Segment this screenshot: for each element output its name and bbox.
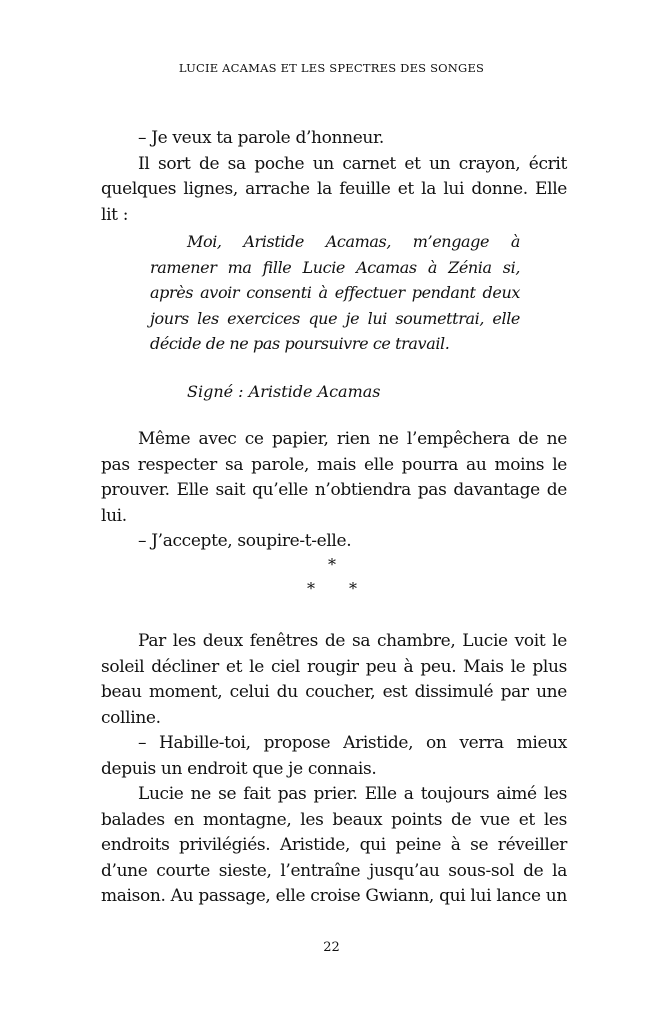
quote-text: Moi, Aristide Acamas, m’engage à ramener ma fille Lucie Acamas à Zénia si, après avoir consenti à effectuer pendant deux jours les exercices que je lui soumettrai, elle décide de ne pas poursuivre ce travail. (150, 232, 520, 353)
paragraph-block-1 (101, 126, 567, 228)
running-head: LUCIE ACAMAS ET LES SPECTRES DES SONGES (178, 61, 485, 75)
paragraph: Il sort de sa poche un carnet et un crayon, écrit quelques lignes, arrache la feuille et la lui donne. Elle lit : (101, 153, 567, 225)
paragraph-continued: Lucie ne se fait pas prier. Elle a toujours aimé les balades en montagne, les beaux points de vue et les endroits privilégiés. Aristide, qui peine à se réveiller d’une courte sieste, l’entraîne jusqu’au sous-sol de la maison. Au passage, elle croise Gwiann, qui lui lance un (101, 784, 567, 906)
paragraph-block-2 (101, 427, 567, 555)
paragraph: Même avec ce papier, rien ne l’empêchera de ne pas respecter sa parole, mais elle pourra au moins le prouver. Elle sait qu’elle n’obtiendra pas davantage de lui. (101, 429, 567, 526)
paragraph-block-3 (101, 629, 567, 910)
page-number: 22 (323, 940, 340, 955)
dialogue-line: – J’accepte, soupire-t-elle. (138, 531, 352, 551)
section-separator-star: * (307, 579, 315, 598)
section-separator-star: * (328, 555, 336, 574)
paragraph: Par les deux fenêtres de sa chambre, Lucie voit le soleil décliner et le ciel rougir peu à peu. Mais le plus beau moment, celui du coucher, est dissimulé par une colline. (101, 631, 567, 728)
dialogue-line: – Je veux ta parole d’honneur. (138, 128, 384, 148)
dialogue-line: – Habille-toi, propose Aristide, on verra mieux depuis un endroit que je connais. (101, 733, 567, 779)
section-separator-star: * (349, 579, 357, 598)
quoted-letter (150, 229, 520, 357)
signature-line: Signé : Aristide Acamas (187, 382, 381, 401)
